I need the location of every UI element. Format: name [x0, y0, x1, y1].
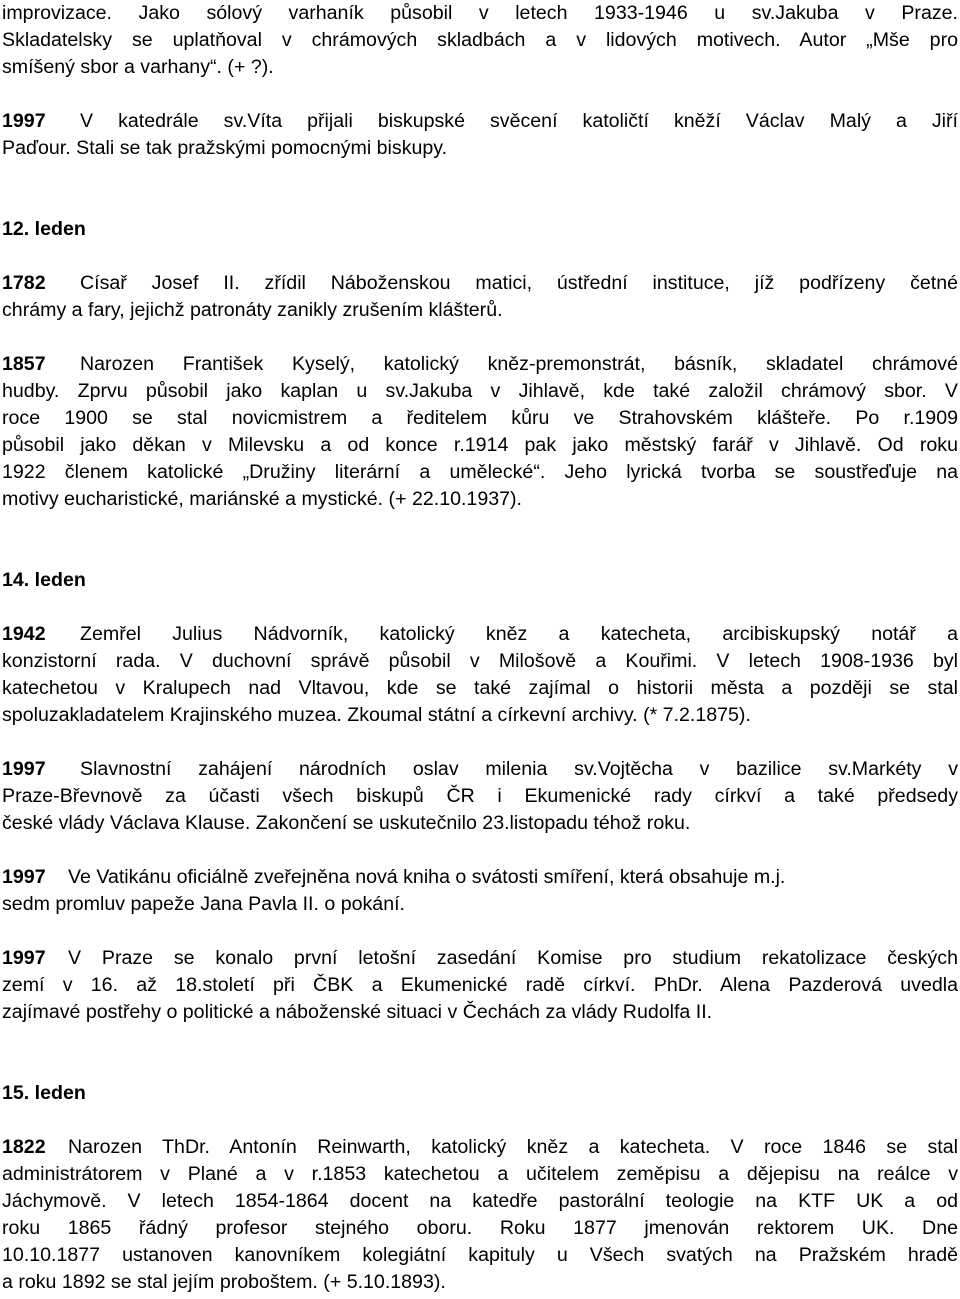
text-line: zajímavé postřehy o politické a náboženské situaci v Čechách za vlády Rudolfa II.: [2, 1001, 713, 1023]
entry-first-line: [2, 108, 958, 135]
text-line: 1922 členem katolické „Družiny literární a umělecké“. Jeho lyrická tvorba se soustřeďuje na: [2, 461, 958, 483]
text-line: improvizace. Jako sólový varhaník působil v letech 1933-1946 u sv.Jakuba v Praze.: [2, 2, 958, 24]
entry-first-line: [2, 864, 958, 891]
entry-first-line: [2, 621, 958, 648]
entry-text: Slavnostní zahájení národních oslav milenia sv.Vojtěcha v bazilice sv.Markéty v: [80, 758, 958, 780]
entry-text: Narozen ThDr. Antonín Reinwarth, katolický kněz a katecheta. V roce 1846 se stal: [68, 1136, 958, 1158]
text-line: Paďour. Stali se tak pražskými pomocnými biskupy.: [2, 137, 448, 159]
entry-year: 1997: [2, 947, 46, 969]
text-line: smíšený sbor a varhany“. (+ ?).: [2, 56, 274, 78]
text-line: působil jako děkan v Milevsku a od konce r.1914 pak jako městský farář v Jihlavě. Od roku: [2, 434, 958, 456]
entry-year: 1997: [2, 110, 46, 132]
entry-year: 1857: [2, 353, 46, 375]
entry-year: 1997: [2, 758, 46, 780]
entry-first-line: [2, 1134, 958, 1161]
entry-first-line: [2, 756, 958, 783]
text-line: administrátorem v Plané a v r.1853 katechetou a učitelem zeměpisu a dějepisu na reálce v: [2, 1163, 958, 1185]
date-heading: 14. leden: [2, 569, 86, 591]
entry-text: Ve Vatikánu oficiálně zveřejněna nová kniha o svátosti smíření, která obsahuje m.j.: [68, 866, 786, 888]
text-line: motivy eucharistické, mariánské a mystické. (+ 22.10.1937).: [2, 488, 522, 510]
entry-text: Zemřel Julius Nádvorník, katolický kněz a katecheta, arcibiskupský notář a: [80, 623, 958, 645]
text-line: zemí v 16. až 18.století při ČBK a Ekumenické radě církví. PhDr. Alena Pazderová uvedla: [2, 974, 958, 996]
text-line: Praze-Břevnově za účasti všech biskupů ČR i Ekumenické rady církví a také předsedy: [2, 785, 958, 807]
text-line: katechetou v Kralupech nad Vltavou, kde se také zajímal o historii města a později se stal: [2, 677, 958, 699]
text-line: české vlády Václava Klause. Zakončení se uskutečnilo 23.listopadu téhož roku.: [2, 812, 691, 834]
entry-text: Narozen František Kyselý, katolický kněz-premonstrát, básník, skladatel chrámové: [80, 353, 958, 375]
text-line: roku 1865 řádný profesor stejného oboru. Roku 1877 jmenován rektorem UK. Dne: [2, 1217, 958, 1239]
date-heading: 15. leden: [2, 1082, 86, 1104]
entry-text: Císař Josef II. zřídil Náboženskou matici, ústřední instituce, jíž podřízeny četné: [80, 272, 958, 294]
text-line: konzistorní rada. V duchovní správě působil v Milošově a Kouřimi. V letech 1908-1936 byl: [2, 650, 958, 672]
entry-first-line: [2, 351, 958, 378]
text-line: roce 1900 se stal novicmistrem a ředitelem kůru ve Strahovském klášteře. Po r.1909: [2, 407, 958, 429]
date-heading: 12. leden: [2, 218, 86, 240]
text-line: Jáchymově. V letech 1854-1864 docent na katedře pastorální teologie na KTF UK a od: [2, 1190, 958, 1212]
entry-text: V katedrále sv.Víta přijali biskupské svěcení katoličtí kněží Václav Malý a Jiří: [80, 110, 958, 132]
entry-year: 1782: [2, 272, 46, 294]
entry-first-line: [2, 270, 958, 297]
text-line: a roku 1892 se stal jejím proboštem. (+ 5.10.1893).: [2, 1271, 446, 1293]
text-line: 10.10.1877 ustanoven kanovníkem kolegiátní kapituly u Všech svatých na Pražském hradě: [2, 1244, 958, 1266]
entry-first-line: [2, 945, 958, 972]
text-line: chrámy a fary, jejichž patronáty zanikly zrušením klášterů.: [2, 299, 503, 321]
text-line: Skladatelsky se uplatňoval v chrámových skladbách a v lidových motivech. Autor „Mše pro: [2, 29, 958, 51]
entry-year: 1822: [2, 1136, 46, 1158]
text-line: spoluzakladatelem Krajinského muzea. Zkoumal státní a církevní archivy. (* 7.2.1875).: [2, 704, 751, 726]
text-line: sedm promluv papeže Jana Pavla II. o pokání.: [2, 893, 405, 915]
entry-year: 1942: [2, 623, 46, 645]
entry-text: V Praze se konalo první letošní zasedání Komise pro studium rekatolizace českých: [68, 947, 958, 969]
entry-year: 1997: [2, 866, 46, 888]
text-line: hudby. Zprvu působil jako kaplan u sv.Jakuba v Jihlavě, kde také založil chrámový sbor. V: [2, 380, 958, 402]
